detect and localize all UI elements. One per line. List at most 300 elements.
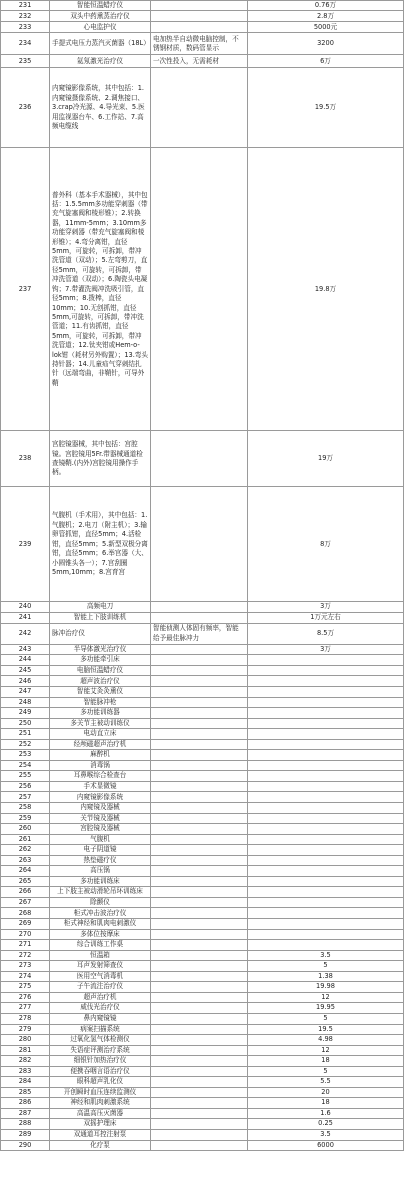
equipment-name: 高频电刀 [50, 602, 151, 612]
row-number: 269 [1, 919, 50, 930]
equipment-table-body [1, 1, 404, 1151]
equipment-description [151, 1035, 248, 1046]
equipment-description [151, 676, 248, 687]
equipment-price: 19.95 [248, 1003, 404, 1014]
row-number: 281 [1, 1045, 50, 1056]
equipment-name: 医用空气消毒机 [50, 971, 151, 982]
table-row [1, 55, 404, 68]
table-row [1, 813, 404, 824]
row-number: 238 [1, 431, 50, 487]
equipment-price: 8.5万 [248, 623, 404, 644]
row-number: 266 [1, 887, 50, 898]
equipment-price [248, 929, 404, 940]
equipment-name: 智能上下肢训练机 [50, 612, 151, 623]
row-number: 289 [1, 1129, 50, 1140]
equipment-price: 5 [248, 961, 404, 972]
equipment-price [248, 866, 404, 877]
equipment-name: 双摇护理床 [50, 1119, 151, 1130]
equipment-description [151, 855, 248, 866]
table-row [1, 718, 404, 729]
equipment-price: 19.8万 [248, 148, 404, 431]
row-number: 237 [1, 148, 50, 431]
equipment-description [151, 729, 248, 740]
equipment-price [248, 760, 404, 771]
table-row [1, 834, 404, 845]
equipment-name: 高温高压灭菌器 [50, 1108, 151, 1119]
equipment-description [151, 813, 248, 824]
equipment-price [248, 887, 404, 898]
equipment-description: 电加热半自动微电脑控制，不锈钢材质，数码管显示 [151, 33, 248, 55]
equipment-name: 子午流注治疗仪 [50, 982, 151, 993]
table-row [1, 1013, 404, 1024]
equipment-name: 双头中药熏蒸治疗仪 [50, 11, 151, 22]
row-number: 274 [1, 971, 50, 982]
table-row [1, 866, 404, 877]
equipment-name: 电脑恒温蜡疗仪 [50, 665, 151, 676]
row-number: 259 [1, 813, 50, 824]
row-number: 263 [1, 855, 50, 866]
equipment-name: 柜式神经和肌肉电刺激仪 [50, 919, 151, 930]
table-row [1, 602, 404, 612]
table-row [1, 729, 404, 740]
table-row [1, 876, 404, 887]
equipment-name: 超声治疗机 [50, 992, 151, 1003]
table-row [1, 68, 404, 148]
equipment-description [151, 1013, 248, 1024]
equipment-name: 耳声发射筛查仪 [50, 961, 151, 972]
row-number: 290 [1, 1140, 50, 1151]
equipment-price [248, 750, 404, 761]
equipment-name: 过氧化氢气体检测仪 [50, 1035, 151, 1046]
equipment-description [151, 803, 248, 814]
equipment-name: 鼻内窥镜镜 [50, 1013, 151, 1024]
table-row [1, 1035, 404, 1046]
equipment-price: 5000元 [248, 22, 404, 33]
row-number: 244 [1, 655, 50, 666]
equipment-description [151, 866, 248, 877]
table-row [1, 855, 404, 866]
table-row [1, 961, 404, 972]
equipment-name: 双通道耳控注射泵 [50, 1129, 151, 1140]
table-row [1, 919, 404, 930]
row-number: 286 [1, 1098, 50, 1109]
table-row [1, 845, 404, 856]
equipment-name: 宫腔镜器械，其中包括：宫腔镜。宫腔镜用5Fr.带器械通道检查镜鞘.(内外)宫腔镜用操作手柄。 [50, 431, 151, 487]
equipment-name: 心电监护仪 [50, 22, 151, 33]
equipment-name: 手术显微镜 [50, 781, 151, 792]
equipment-name: 气腹机 [50, 834, 151, 845]
equipment-description [151, 897, 248, 908]
equipment-name: 眼科超声乳化仪 [50, 1077, 151, 1088]
equipment-name: 热垫磁疗仪 [50, 855, 151, 866]
equipment-description: 一次性投入，无需耗材 [151, 55, 248, 68]
equipment-price: 19.98 [248, 982, 404, 993]
equipment-name: 关节镜及器械 [50, 813, 151, 824]
row-number: 245 [1, 665, 50, 676]
row-number: 264 [1, 866, 50, 877]
equipment-description [151, 148, 248, 431]
equipment-name: 气腹机（手术用），其中包括：1.气腹机；2.电刀（附主机）；3.输卵管抓钳，直径5mm；4.活检钳，直径5mm；5.新型双极分离钳，直径5mm；6.举宫器（大、小圆锥头各一）；7.宫刮圈5mm,10mm；8.宫育宫 [50, 487, 151, 602]
table-row [1, 697, 404, 708]
equipment-description [151, 602, 248, 612]
equipment-name: 超声波治疗仪 [50, 676, 151, 687]
equipment-name: 上下肢主被动滑轮吊环训练床 [50, 887, 151, 898]
table-row [1, 1098, 404, 1109]
equipment-price: 1.6 [248, 1108, 404, 1119]
equipment-price [248, 908, 404, 919]
equipment-description [151, 708, 248, 719]
table-row [1, 1119, 404, 1130]
table-row [1, 887, 404, 898]
equipment-price: 20 [248, 1087, 404, 1098]
equipment-name: 多功能牵引床 [50, 655, 151, 666]
table-row [1, 1066, 404, 1077]
equipment-price [248, 718, 404, 729]
equipment-name: 失语症评测治疗系统 [50, 1045, 151, 1056]
table-row [1, 11, 404, 22]
table-row [1, 33, 404, 55]
equipment-description [151, 1140, 248, 1151]
equipment-name: 高压锅 [50, 866, 151, 877]
table-row [1, 950, 404, 961]
equipment-description [151, 11, 248, 22]
row-number: 242 [1, 623, 50, 644]
equipment-description [151, 929, 248, 940]
row-number: 252 [1, 739, 50, 750]
table-row [1, 148, 404, 431]
row-number: 243 [1, 644, 50, 655]
equipment-description [151, 655, 248, 666]
equipment-description [151, 992, 248, 1003]
equipment-name: 多关节主被动训练仪 [50, 718, 151, 729]
equipment-name: 多功能训练器 [50, 708, 151, 719]
equipment-name: 电动直立床 [50, 729, 151, 740]
table-row [1, 431, 404, 487]
equipment-price [248, 708, 404, 719]
table-row [1, 644, 404, 655]
equipment-description [151, 950, 248, 961]
equipment-description [151, 919, 248, 930]
table-row [1, 487, 404, 602]
equipment-price [248, 697, 404, 708]
equipment-price: 3.5 [248, 950, 404, 961]
row-number: 236 [1, 68, 50, 148]
table-row [1, 1129, 404, 1140]
equipment-price [248, 687, 404, 698]
equipment-name: 手提式电压力蒸汽灭菌器（18L） [50, 33, 151, 55]
row-number: 280 [1, 1035, 50, 1046]
row-number: 272 [1, 950, 50, 961]
equipment-price: 3.5 [248, 1129, 404, 1140]
row-number: 278 [1, 1013, 50, 1024]
equipment-name: 宫腔镜及器械 [50, 824, 151, 835]
equipment-price: 5 [248, 1066, 404, 1077]
equipment-name: 细银针加热治疗仪 [50, 1056, 151, 1067]
row-number: 284 [1, 1077, 50, 1088]
equipment-price [248, 665, 404, 676]
equipment-description [151, 750, 248, 761]
equipment-name: 神经和肌肉刺激系统 [50, 1098, 151, 1109]
equipment-name: 综合训练工作桌 [50, 940, 151, 951]
row-number: 231 [1, 1, 50, 11]
equipment-price: 12 [248, 1045, 404, 1056]
table-row [1, 992, 404, 1003]
table-row [1, 929, 404, 940]
equipment-name: 消毒锅 [50, 760, 151, 771]
row-number: 262 [1, 845, 50, 856]
table-row [1, 676, 404, 687]
equipment-description [151, 739, 248, 750]
equipment-description [151, 612, 248, 623]
equipment-description [151, 22, 248, 33]
equipment-price [248, 897, 404, 908]
table-row [1, 623, 404, 644]
equipment-name: 柜式冲击波治疗仪 [50, 908, 151, 919]
equipment-description [151, 1098, 248, 1109]
row-number: 279 [1, 1024, 50, 1035]
table-row [1, 1045, 404, 1056]
table-row [1, 665, 404, 676]
equipment-price: 1万元左右 [248, 612, 404, 623]
row-number: 271 [1, 940, 50, 951]
equipment-price: 4.98 [248, 1035, 404, 1046]
row-number: 268 [1, 908, 50, 919]
equipment-description [151, 781, 248, 792]
row-number: 235 [1, 55, 50, 68]
equipment-description [151, 665, 248, 676]
equipment-description [151, 1077, 248, 1088]
table-row [1, 1056, 404, 1067]
equipment-description [151, 961, 248, 972]
row-number: 256 [1, 781, 50, 792]
equipment-price [248, 940, 404, 951]
equipment-price [248, 771, 404, 782]
equipment-price [248, 855, 404, 866]
row-number: 270 [1, 929, 50, 940]
equipment-price [248, 729, 404, 740]
equipment-description [151, 1024, 248, 1035]
equipment-description [151, 834, 248, 845]
equipment-description [151, 697, 248, 708]
row-number: 232 [1, 11, 50, 22]
table-row [1, 771, 404, 782]
equipment-name: 半导体激光治疗仪 [50, 644, 151, 655]
table-row [1, 1108, 404, 1119]
table-row [1, 708, 404, 719]
table-row [1, 1087, 404, 1098]
equipment-price [248, 781, 404, 792]
row-number: 246 [1, 676, 50, 687]
equipment-name: 病案扫描系统 [50, 1024, 151, 1035]
equipment-price: 5.5 [248, 1077, 404, 1088]
equipment-price: 0.76万 [248, 1, 404, 11]
row-number: 267 [1, 897, 50, 908]
equipment-price: 0.25 [248, 1119, 404, 1130]
equipment-price: 2.8万 [248, 11, 404, 22]
table-row [1, 897, 404, 908]
equipment-price [248, 834, 404, 845]
equipment-price [248, 845, 404, 856]
row-number: 282 [1, 1056, 50, 1067]
equipment-price [248, 919, 404, 930]
row-number: 273 [1, 961, 50, 972]
equipment-price [248, 655, 404, 666]
equipment-description [151, 792, 248, 803]
row-number: 265 [1, 876, 50, 887]
equipment-price [248, 739, 404, 750]
equipment-name: 经颅磁超声治疗机 [50, 739, 151, 750]
table-row [1, 760, 404, 771]
row-number: 240 [1, 602, 50, 612]
table-row [1, 1077, 404, 1088]
equipment-price: 3万 [248, 602, 404, 612]
equipment-name: 威伐光治疗仪 [50, 1003, 151, 1014]
equipment-name: 恒温箱 [50, 950, 151, 961]
row-number: 247 [1, 687, 50, 698]
equipment-price [248, 792, 404, 803]
equipment-price [248, 813, 404, 824]
equipment-name: 多功能训练床 [50, 876, 151, 887]
table-row [1, 940, 404, 951]
equipment-name: 内窥镜影像系统，其中包括：1.内窥镜摄像系统、2.调焦接口、3.crap冷光源、4.导光束、5.医用监视器台车、6.工作站、7.高频电缆线 [50, 68, 151, 148]
equipment-price: 12 [248, 992, 404, 1003]
equipment-price: 3200 [248, 33, 404, 55]
table-row [1, 803, 404, 814]
equipment-name: 智能脉冲枪 [50, 697, 151, 708]
equipment-name: 开创瞬时血压连续监测仪 [50, 1087, 151, 1098]
equipment-description [151, 771, 248, 782]
row-number: 288 [1, 1119, 50, 1130]
equipment-description [151, 1129, 248, 1140]
table-row [1, 792, 404, 803]
equipment-description [151, 824, 248, 835]
row-number: 234 [1, 33, 50, 55]
equipment-name: 耳鼻喉综合检查台 [50, 771, 151, 782]
equipment-price: 19.5万 [248, 68, 404, 148]
equipment-description [151, 971, 248, 982]
equipment-description [151, 1066, 248, 1077]
row-number: 275 [1, 982, 50, 993]
table-row [1, 1140, 404, 1151]
table-row [1, 908, 404, 919]
equipment-description [151, 760, 248, 771]
row-number: 248 [1, 697, 50, 708]
equipment-price: 8万 [248, 487, 404, 602]
equipment-description [151, 1108, 248, 1119]
equipment-price [248, 676, 404, 687]
row-number: 249 [1, 708, 50, 719]
row-number: 254 [1, 760, 50, 771]
equipment-description [151, 940, 248, 951]
row-number: 241 [1, 612, 50, 623]
row-number: 276 [1, 992, 50, 1003]
equipment-name: 普外科（基本手术器械），其中包括：1.5.5mm多功能穿刺器（带充气旋塞阀和棱形锥）；2.转换器，11mm-5mm；3.10mm多功能穿刺器（带充气旋塞阀和棱形锥）；4.弯分离钳，直径5mm，可旋转，可拆卸，带冲洗管道（双动）；5.左弯剪刀，直径5mm，可旋转，可拆卸，带冲洗管道（双动）；6.陶瓷头电凝钩；7.带灌洗阀冲洗吸引管，直径5mm；8.拨棒，直径10mm；10.无创抓钳，直径5mm,可旋转，可拆卸，带冲洗管道；11.有齿抓钳，直径5mm，可旋转，可拆卸，带冲洗管道；12.钛夹钳或Hem-o-lok钳（耗材另外购置）；13.弯头持针器；14.儿童疝气穿刺结扎针（远端弯曲，非鞘针，可导外鞘 [50, 148, 151, 431]
equipment-price: 18 [248, 1098, 404, 1109]
table-row [1, 824, 404, 835]
equipment-description [151, 687, 248, 698]
equipment-price [248, 824, 404, 835]
equipment-price [248, 803, 404, 814]
row-number: 283 [1, 1066, 50, 1077]
equipment-description [151, 644, 248, 655]
table-row [1, 971, 404, 982]
row-number: 261 [1, 834, 50, 845]
equipment-price [248, 876, 404, 887]
equipment-description [151, 68, 248, 148]
equipment-price: 19.5 [248, 1024, 404, 1035]
table-row [1, 982, 404, 993]
row-number: 260 [1, 824, 50, 835]
equipment-name: 脉冲治疗仪 [50, 623, 151, 644]
equipment-description: 智能侦测人体固有频率，智能给予最佳脉冲力 [151, 623, 248, 644]
row-number: 277 [1, 1003, 50, 1014]
equipment-name: 便携吞咽言语治疗仪 [50, 1066, 151, 1077]
row-number: 285 [1, 1087, 50, 1098]
equipment-description [151, 876, 248, 887]
row-number: 257 [1, 792, 50, 803]
row-number: 258 [1, 803, 50, 814]
equipment-name: 内窥镜影像系统 [50, 792, 151, 803]
row-number: 255 [1, 771, 50, 782]
table-row [1, 22, 404, 33]
equipment-name: 智能恒温蜡疗仪 [50, 1, 151, 11]
equipment-description [151, 431, 248, 487]
equipment-description [151, 887, 248, 898]
equipment-description [151, 487, 248, 602]
equipment-price: 1.38 [248, 971, 404, 982]
equipment-description [151, 908, 248, 919]
equipment-name: 麻醉机 [50, 750, 151, 761]
table-row [1, 1024, 404, 1035]
equipment-price: 19万 [248, 431, 404, 487]
equipment-description [151, 1003, 248, 1014]
table-row [1, 687, 404, 698]
equipment-price: 3万 [248, 644, 404, 655]
table-row [1, 655, 404, 666]
equipment-price: 6000 [248, 1140, 404, 1151]
equipment-description [151, 982, 248, 993]
equipment-name: 除颤仪 [50, 897, 151, 908]
equipment-description [151, 1056, 248, 1067]
equipment-name: 内窥镜及器械 [50, 803, 151, 814]
equipment-description [151, 845, 248, 856]
equipment-description [151, 718, 248, 729]
table-row [1, 1, 404, 11]
equipment-name: 氦氖激光治疗仪 [50, 55, 151, 68]
equipment-name: 多体位按摩床 [50, 929, 151, 940]
equipment-description [151, 1087, 248, 1098]
equipment-name: 化疗泵 [50, 1140, 151, 1151]
row-number: 251 [1, 729, 50, 740]
table-row [1, 750, 404, 761]
equipment-name: 智能艾灸灸熏仪 [50, 687, 151, 698]
equipment-price: 6万 [248, 55, 404, 68]
row-number: 287 [1, 1108, 50, 1119]
row-number: 233 [1, 22, 50, 33]
table-row [1, 1003, 404, 1014]
table-row [1, 781, 404, 792]
row-number: 253 [1, 750, 50, 761]
row-number: 250 [1, 718, 50, 729]
equipment-description [151, 1119, 248, 1130]
equipment-price: 5 [248, 1013, 404, 1024]
table-row [1, 612, 404, 623]
equipment-description [151, 1045, 248, 1056]
equipment-price: 18 [248, 1056, 404, 1067]
equipment-name: 电子阴道镜 [50, 845, 151, 856]
equipment-description [151, 1, 248, 11]
table-row [1, 739, 404, 750]
